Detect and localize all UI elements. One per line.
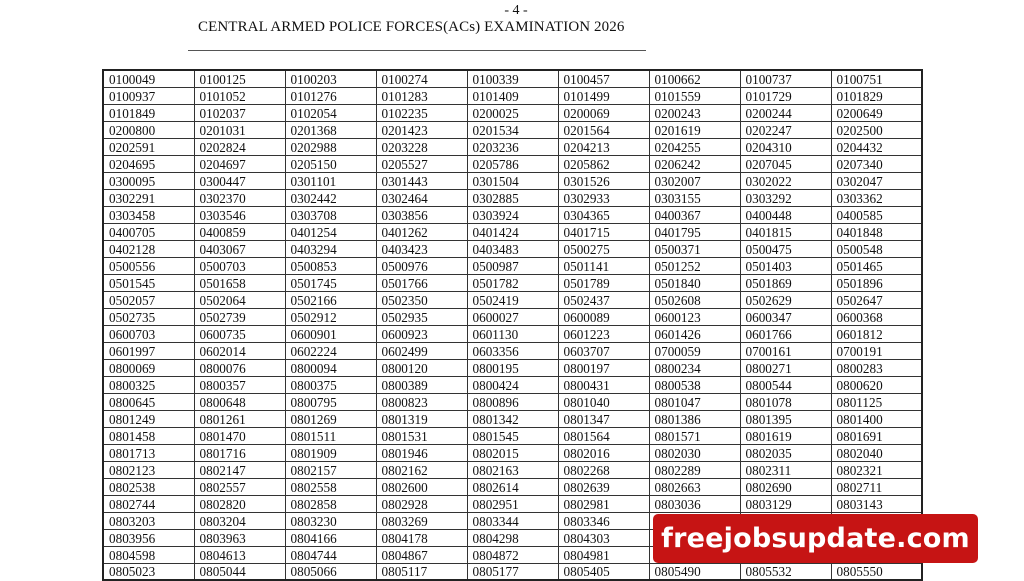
roll-number-cell: 0403483 (467, 241, 558, 258)
roll-number-cell: 0300095 (103, 173, 194, 190)
roll-number-cell: 0303292 (740, 190, 831, 207)
roll-number-cell: 0805044 (194, 564, 285, 581)
roll-number-cell: 0302007 (649, 173, 740, 190)
roll-number-cell: 0203228 (376, 139, 467, 156)
table-row (103, 275, 922, 292)
roll-number-cell: 0100203 (285, 70, 376, 88)
roll-number-cell: 0301443 (376, 173, 467, 190)
roll-number-cell: 0202247 (740, 122, 831, 139)
roll-number-cell: 0603356 (467, 343, 558, 360)
roll-number-cell: 0802744 (103, 496, 194, 513)
roll-number-cell: 0802311 (740, 462, 831, 479)
roll-number-cell: 0804303 (558, 530, 649, 547)
roll-number-cell: 0603707 (558, 343, 649, 360)
roll-number-cell: 0803204 (194, 513, 285, 530)
roll-number-cell: 0800234 (649, 360, 740, 377)
roll-number-cell: 0802016 (558, 445, 649, 462)
roll-number-cell: 0200025 (467, 105, 558, 122)
table-row (103, 462, 922, 479)
roll-number-cell: 0303362 (831, 190, 922, 207)
roll-number-cell: 0600368 (831, 309, 922, 326)
roll-number-cell: 0803129 (740, 496, 831, 513)
roll-number-cell: 0805550 (831, 564, 922, 581)
roll-number-cell: 0401815 (740, 224, 831, 241)
roll-number-cell: 0205786 (467, 156, 558, 173)
roll-number-cell: 0502064 (194, 292, 285, 309)
roll-number-cell: 0802040 (831, 445, 922, 462)
roll-number-cell: 0600123 (649, 309, 740, 326)
roll-number-cell: 0801713 (103, 445, 194, 462)
roll-number-cell: 0204697 (194, 156, 285, 173)
roll-number-cell: 0301101 (285, 173, 376, 190)
roll-number-cell: 0202591 (103, 139, 194, 156)
roll-number-cell: 0501840 (649, 275, 740, 292)
roll-number-cell: 0802157 (285, 462, 376, 479)
table-row (103, 326, 922, 343)
roll-number-cell: 0801347 (558, 411, 649, 428)
roll-number-cell: 0101499 (558, 88, 649, 105)
roll-number-cell: 0801571 (649, 428, 740, 445)
roll-number-cell: 0805490 (649, 564, 740, 581)
roll-number-cell: 0202500 (831, 122, 922, 139)
roll-number-cell: 0802162 (376, 462, 467, 479)
roll-number-cell: 0403294 (285, 241, 376, 258)
roll-number-cell: 0201031 (194, 122, 285, 139)
roll-number-cell: 0601223 (558, 326, 649, 343)
roll-number-cell: 0100049 (103, 70, 194, 88)
roll-number-cell: 0501745 (285, 275, 376, 292)
roll-number-cell: 0804298 (467, 530, 558, 547)
roll-number-cell: 0501658 (194, 275, 285, 292)
title-underline (188, 50, 646, 51)
roll-number-cell: 0805117 (376, 564, 467, 581)
roll-number-cell: 0802600 (376, 479, 467, 496)
roll-number-cell: 0802951 (467, 496, 558, 513)
roll-number-cell: 0301526 (558, 173, 649, 190)
roll-number-cell: 0500556 (103, 258, 194, 275)
table-row (103, 258, 922, 275)
roll-number-cell: 0801470 (194, 428, 285, 445)
roll-number-cell: 0802030 (649, 445, 740, 462)
roll-number-cell: 0802035 (740, 445, 831, 462)
roll-number-cell: 0801619 (740, 428, 831, 445)
roll-number-cell: 0303155 (649, 190, 740, 207)
roll-number-cell: 0502912 (285, 309, 376, 326)
roll-number-cell: 0802820 (194, 496, 285, 513)
roll-number-cell: 0805532 (740, 564, 831, 581)
roll-number-cell: 0200069 (558, 105, 649, 122)
roll-number-cell: 0302047 (831, 173, 922, 190)
roll-number-cell: 0602014 (194, 343, 285, 360)
roll-number-table-body (103, 70, 922, 580)
roll-number-cell: 0303924 (467, 207, 558, 224)
roll-number-cell: 0501465 (831, 258, 922, 275)
roll-number-cell: 0100751 (831, 70, 922, 88)
roll-number-cell: 0102235 (376, 105, 467, 122)
roll-number-cell: 0205150 (285, 156, 376, 173)
roll-number-cell: 0802147 (194, 462, 285, 479)
roll-number-cell: 0801531 (376, 428, 467, 445)
roll-number-cell: 0802123 (103, 462, 194, 479)
roll-number-cell: 0101052 (194, 88, 285, 105)
roll-number-cell: 0803230 (285, 513, 376, 530)
table-row (103, 360, 922, 377)
roll-number-cell: 0502437 (558, 292, 649, 309)
roll-number-cell: 0600923 (376, 326, 467, 343)
roll-number-cell: 0601426 (649, 326, 740, 343)
roll-number-cell: 0600027 (467, 309, 558, 326)
roll-number-cell: 0205862 (558, 156, 649, 173)
roll-number-cell: 0502057 (103, 292, 194, 309)
roll-number-cell: 0801564 (558, 428, 649, 445)
roll-number-cell: 0400367 (649, 207, 740, 224)
roll-number-cell: 0303546 (194, 207, 285, 224)
roll-number-cell: 0802690 (740, 479, 831, 496)
roll-number-cell: 0207340 (831, 156, 922, 173)
roll-number-cell: 0303856 (376, 207, 467, 224)
roll-number-cell: 0800538 (649, 377, 740, 394)
roll-number-cell: 0300447 (194, 173, 285, 190)
roll-number-cell: 0802858 (285, 496, 376, 513)
table-row (103, 428, 922, 445)
roll-number-cell: 0801400 (831, 411, 922, 428)
roll-number-cell: 0202988 (285, 139, 376, 156)
roll-number-cell: 0201368 (285, 122, 376, 139)
table-row (103, 207, 922, 224)
roll-number-cell: 0401715 (558, 224, 649, 241)
roll-number-cell: 0801395 (740, 411, 831, 428)
roll-number-cell: 0302022 (740, 173, 831, 190)
roll-number-cell: 0101276 (285, 88, 376, 105)
roll-number-cell: 0402128 (103, 241, 194, 258)
roll-number-cell: 0803143 (831, 496, 922, 513)
roll-number-cell: 0800357 (194, 377, 285, 394)
roll-number-cell: 0500987 (467, 258, 558, 275)
roll-number-cell: 0700059 (649, 343, 740, 360)
roll-number-cell: 0502419 (467, 292, 558, 309)
roll-number-table (102, 69, 923, 581)
roll-number-cell: 0502647 (831, 292, 922, 309)
roll-number-cell: 0800069 (103, 360, 194, 377)
roll-number-cell: 0802981 (558, 496, 649, 513)
roll-number-cell: 0801249 (103, 411, 194, 428)
roll-number-cell: 0501766 (376, 275, 467, 292)
roll-number-cell: 0204255 (649, 139, 740, 156)
roll-number-cell: 0802558 (285, 479, 376, 496)
roll-number-cell: 0800544 (740, 377, 831, 394)
roll-number-cell: 0804178 (376, 530, 467, 547)
roll-number-cell: 0800896 (467, 394, 558, 411)
roll-number-cell: 0301504 (467, 173, 558, 190)
roll-number-cell: 0501782 (467, 275, 558, 292)
table-row (103, 156, 922, 173)
roll-number-cell: 0803269 (376, 513, 467, 530)
roll-number-cell: 0500703 (194, 258, 285, 275)
roll-number-cell: 0302885 (467, 190, 558, 207)
roll-number-cell: 0802163 (467, 462, 558, 479)
roll-number-cell: 0302442 (285, 190, 376, 207)
roll-number-cell: 0204310 (740, 139, 831, 156)
roll-number-cell: 0602499 (376, 343, 467, 360)
table-row (103, 173, 922, 190)
roll-number-cell: 0800094 (285, 360, 376, 377)
roll-number-cell: 0800431 (558, 377, 649, 394)
roll-number-cell: 0302291 (103, 190, 194, 207)
roll-number-cell: 0204695 (103, 156, 194, 173)
roll-number-cell: 0801040 (558, 394, 649, 411)
roll-number-cell: 0501545 (103, 275, 194, 292)
table-row (103, 394, 922, 411)
roll-number-cell: 0400448 (740, 207, 831, 224)
roll-number-cell: 0200649 (831, 105, 922, 122)
roll-number-cell: 0802663 (649, 479, 740, 496)
roll-number-cell: 0400585 (831, 207, 922, 224)
roll-number-cell: 0302370 (194, 190, 285, 207)
roll-number-cell: 0800645 (103, 394, 194, 411)
roll-number-cell: 0801946 (376, 445, 467, 462)
roll-number-cell: 0800325 (103, 377, 194, 394)
page-number: - 4 - (504, 3, 528, 18)
roll-number-cell: 0805405 (558, 564, 649, 581)
document-title: CENTRAL ARMED POLICE FORCES(ACs) EXAMINATION 2026 (198, 19, 625, 35)
roll-number-cell: 0501252 (649, 258, 740, 275)
roll-number-cell: 0201619 (649, 122, 740, 139)
roll-number-cell: 0500475 (740, 241, 831, 258)
roll-number-cell: 0403423 (376, 241, 467, 258)
roll-number-cell: 0801269 (285, 411, 376, 428)
roll-number-cell: 0401254 (285, 224, 376, 241)
table-row (103, 139, 922, 156)
roll-number-cell: 0501403 (740, 258, 831, 275)
table-row (103, 105, 922, 122)
table-row (103, 377, 922, 394)
roll-number-cell: 0805177 (467, 564, 558, 581)
roll-number-cell: 0803956 (103, 530, 194, 547)
roll-number-cell: 0804744 (285, 547, 376, 564)
roll-number-cell: 0201423 (376, 122, 467, 139)
roll-number-cell: 0101729 (740, 88, 831, 105)
table-row (103, 190, 922, 207)
roll-number-cell: 0502608 (649, 292, 740, 309)
table-row (103, 122, 922, 139)
roll-number-cell: 0100737 (740, 70, 831, 88)
roll-number-cell: 0801691 (831, 428, 922, 445)
roll-number-cell: 0502629 (740, 292, 831, 309)
roll-number-cell: 0600703 (103, 326, 194, 343)
roll-number-cell: 0200243 (649, 105, 740, 122)
roll-number-cell: 0800076 (194, 360, 285, 377)
roll-number-cell: 0101409 (467, 88, 558, 105)
roll-number-cell: 0802268 (558, 462, 649, 479)
roll-number-cell: 0800283 (831, 360, 922, 377)
roll-number-cell: 0800424 (467, 377, 558, 394)
roll-number-cell: 0207045 (740, 156, 831, 173)
roll-number-cell: 0100125 (194, 70, 285, 88)
roll-number-cell: 0805066 (285, 564, 376, 581)
roll-number-cell: 0101829 (831, 88, 922, 105)
roll-number-cell: 0802928 (376, 496, 467, 513)
roll-number-cell: 0700161 (740, 343, 831, 360)
roll-number-cell: 0800795 (285, 394, 376, 411)
roll-number-cell: 0501896 (831, 275, 922, 292)
roll-number-cell: 0801261 (194, 411, 285, 428)
roll-number-cell: 0100339 (467, 70, 558, 88)
roll-number-cell: 0802538 (103, 479, 194, 496)
roll-number-cell: 0302464 (376, 190, 467, 207)
roll-number-cell: 0801078 (740, 394, 831, 411)
roll-number-cell: 0102037 (194, 105, 285, 122)
roll-number-cell: 0804872 (467, 547, 558, 564)
roll-number-cell: 0205527 (376, 156, 467, 173)
table-row (103, 292, 922, 309)
table-row (103, 445, 922, 462)
roll-number-cell: 0100662 (649, 70, 740, 88)
roll-number-cell: 0800648 (194, 394, 285, 411)
roll-number-cell: 0802614 (467, 479, 558, 496)
roll-number-cell: 0600901 (285, 326, 376, 343)
roll-number-cell: 0800823 (376, 394, 467, 411)
roll-number-cell: 0102054 (285, 105, 376, 122)
roll-number-cell: 0601130 (467, 326, 558, 343)
roll-number-cell: 0501141 (558, 258, 649, 275)
roll-number-cell: 0802289 (649, 462, 740, 479)
roll-number-cell: 0804981 (558, 547, 649, 564)
roll-number-cell: 0803036 (649, 496, 740, 513)
roll-number-cell: 0800120 (376, 360, 467, 377)
roll-number-cell: 0502935 (376, 309, 467, 326)
roll-number-cell: 0801047 (649, 394, 740, 411)
roll-number-cell: 0802639 (558, 479, 649, 496)
roll-number-cell: 0203236 (467, 139, 558, 156)
table-row (103, 88, 922, 105)
roll-number-cell: 0800620 (831, 377, 922, 394)
roll-number-cell: 0801342 (467, 411, 558, 428)
roll-number-cell: 0802321 (831, 462, 922, 479)
roll-number-cell: 0801716 (194, 445, 285, 462)
roll-number-cell: 0303458 (103, 207, 194, 224)
roll-number-cell: 0601997 (103, 343, 194, 360)
roll-number-cell: 0803344 (467, 513, 558, 530)
roll-number-cell: 0802557 (194, 479, 285, 496)
roll-number-cell: 0501789 (558, 275, 649, 292)
roll-number-cell: 0204213 (558, 139, 649, 156)
roll-number-cell: 0804867 (376, 547, 467, 564)
roll-number-cell: 0800197 (558, 360, 649, 377)
roll-number-cell: 0101849 (103, 105, 194, 122)
roll-number-cell: 0401424 (467, 224, 558, 241)
roll-number-cell: 0804598 (103, 547, 194, 564)
roll-number-cell: 0101559 (649, 88, 740, 105)
roll-number-cell: 0500275 (558, 241, 649, 258)
roll-number-cell: 0800389 (376, 377, 467, 394)
roll-number-cell: 0500371 (649, 241, 740, 258)
roll-number-cell: 0401262 (376, 224, 467, 241)
roll-number-cell: 0200244 (740, 105, 831, 122)
table-row (103, 343, 922, 360)
table-row (103, 241, 922, 258)
table-row (103, 70, 922, 88)
roll-number-cell: 0602224 (285, 343, 376, 360)
roll-number-cell: 0401795 (649, 224, 740, 241)
roll-number-cell: 0400859 (194, 224, 285, 241)
roll-number-cell: 0302933 (558, 190, 649, 207)
roll-number-cell: 0303708 (285, 207, 376, 224)
table-row (103, 224, 922, 241)
roll-number-cell: 0801319 (376, 411, 467, 428)
roll-number-cell: 0100937 (103, 88, 194, 105)
roll-number-cell: 0500853 (285, 258, 376, 275)
roll-number-cell: 0801125 (831, 394, 922, 411)
roll-number-cell: 0502350 (376, 292, 467, 309)
table-row (103, 564, 922, 581)
roll-number-cell: 0805023 (103, 564, 194, 581)
roll-number-cell: 0400705 (103, 224, 194, 241)
roll-number-cell: 0200800 (103, 122, 194, 139)
roll-number-cell: 0601766 (740, 326, 831, 343)
roll-number-cell: 0803203 (103, 513, 194, 530)
roll-number-cell: 0801545 (467, 428, 558, 445)
roll-number-cell: 0601812 (831, 326, 922, 343)
roll-number-cell: 0803346 (558, 513, 649, 530)
roll-number-cell: 0801909 (285, 445, 376, 462)
watermark-banner: freejobsupdate.com (653, 514, 978, 563)
roll-number-cell: 0100457 (558, 70, 649, 88)
roll-number-cell: 0100274 (376, 70, 467, 88)
roll-number-cell: 0502739 (194, 309, 285, 326)
roll-number-cell: 0803963 (194, 530, 285, 547)
roll-number-cell: 0202824 (194, 139, 285, 156)
roll-number-cell: 0600347 (740, 309, 831, 326)
roll-number-cell: 0801511 (285, 428, 376, 445)
roll-number-cell: 0801386 (649, 411, 740, 428)
roll-number-cell: 0502735 (103, 309, 194, 326)
roll-number-cell: 0804613 (194, 547, 285, 564)
roll-number-cell: 0600735 (194, 326, 285, 343)
roll-number-cell: 0401848 (831, 224, 922, 241)
roll-number-cell: 0802015 (467, 445, 558, 462)
roll-number-cell: 0800375 (285, 377, 376, 394)
roll-number-cell: 0700191 (831, 343, 922, 360)
roll-number-cell: 0201564 (558, 122, 649, 139)
roll-number-cell: 0502166 (285, 292, 376, 309)
roll-number-cell: 0800195 (467, 360, 558, 377)
roll-number-cell: 0600089 (558, 309, 649, 326)
roll-number-cell: 0501869 (740, 275, 831, 292)
table-row (103, 411, 922, 428)
roll-number-cell: 0201534 (467, 122, 558, 139)
roll-number-cell: 0101283 (376, 88, 467, 105)
roll-number-cell: 0800271 (740, 360, 831, 377)
roll-number-cell: 0304365 (558, 207, 649, 224)
table-row (103, 496, 922, 513)
roll-number-cell: 0206242 (649, 156, 740, 173)
table-row (103, 309, 922, 326)
roll-number-cell: 0500548 (831, 241, 922, 258)
roll-number-cell: 0801458 (103, 428, 194, 445)
roll-number-cell: 0802711 (831, 479, 922, 496)
roll-number-cell: 0204432 (831, 139, 922, 156)
roll-number-cell: 0500976 (376, 258, 467, 275)
table-row (103, 479, 922, 496)
roll-number-cell: 0804166 (285, 530, 376, 547)
roll-number-cell: 0403067 (194, 241, 285, 258)
